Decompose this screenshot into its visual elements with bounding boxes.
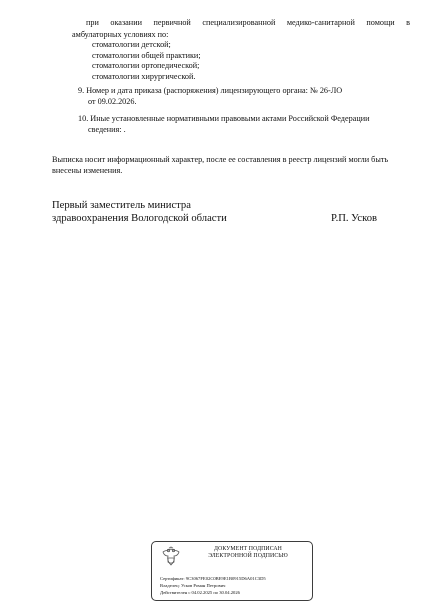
- signature-stamp: [151, 541, 313, 601]
- signatory-position-1: Первый заместитель министра: [52, 200, 191, 211]
- intro-word: первичной: [153, 18, 191, 27]
- item-text: Иные установленные нормативными правовыми актами Российской Федерации: [90, 114, 370, 123]
- list-item: стоматологии ортопедической;: [92, 61, 200, 71]
- stamp-title-2: ЭЛЕКТРОННОЙ ПОДПИСЬЮ: [208, 553, 288, 559]
- stamp-title-1: ДОКУМЕНТ ПОДПИСАН: [214, 546, 282, 552]
- conditions-intro: [86, 18, 410, 29]
- item-9: [78, 86, 418, 97]
- intro-word: медико-санитарной: [286, 18, 355, 27]
- list-item: стоматологии общей практики;: [92, 50, 201, 60]
- item-9-cont: от 09.02.2026.: [88, 97, 137, 106]
- item-number: 10.: [78, 114, 89, 123]
- item-text: Номер и дата приказа (распоряжения) лицензирующего органа: № 26-ЛО: [86, 86, 343, 95]
- list-item: стоматологии хирургической.: [92, 71, 196, 81]
- stamp-certificate: Сертификат: 9C3067FE02C0BE9E1B0915D6A01C3D5: [160, 576, 266, 581]
- intro-word: оказании: [110, 18, 142, 27]
- intro-word: специализированной: [202, 18, 276, 27]
- stamp-validity: Действителен с 04.02.2025 по 30.04.2026: [160, 590, 240, 595]
- notice-line-2: внесены изменения.: [52, 166, 123, 175]
- item-10-cont: сведения: .: [88, 125, 126, 134]
- item-10: [78, 114, 423, 125]
- conditions-intro-cont: амбулаторных условиях по:: [72, 30, 169, 39]
- coat-of-arms-icon: [160, 546, 182, 568]
- signatory-name: Р.П. Усков: [331, 213, 377, 224]
- intro-word: в: [406, 18, 411, 27]
- intro-word: при: [86, 18, 99, 27]
- stamp-owner: Владелец: Усков Роман Петрович: [160, 583, 226, 588]
- notice-line-1: Выписка носит информационный характер, после ее составления в реестр лицензий могли быть: [52, 155, 389, 164]
- intro-word: помощи: [366, 18, 395, 27]
- signatory-position-2: здравоохранения Вологодской области: [52, 213, 227, 224]
- list-item: стоматологии детской;: [92, 40, 171, 49]
- conditions-list: [92, 40, 201, 82]
- item-number: 9.: [78, 86, 85, 95]
